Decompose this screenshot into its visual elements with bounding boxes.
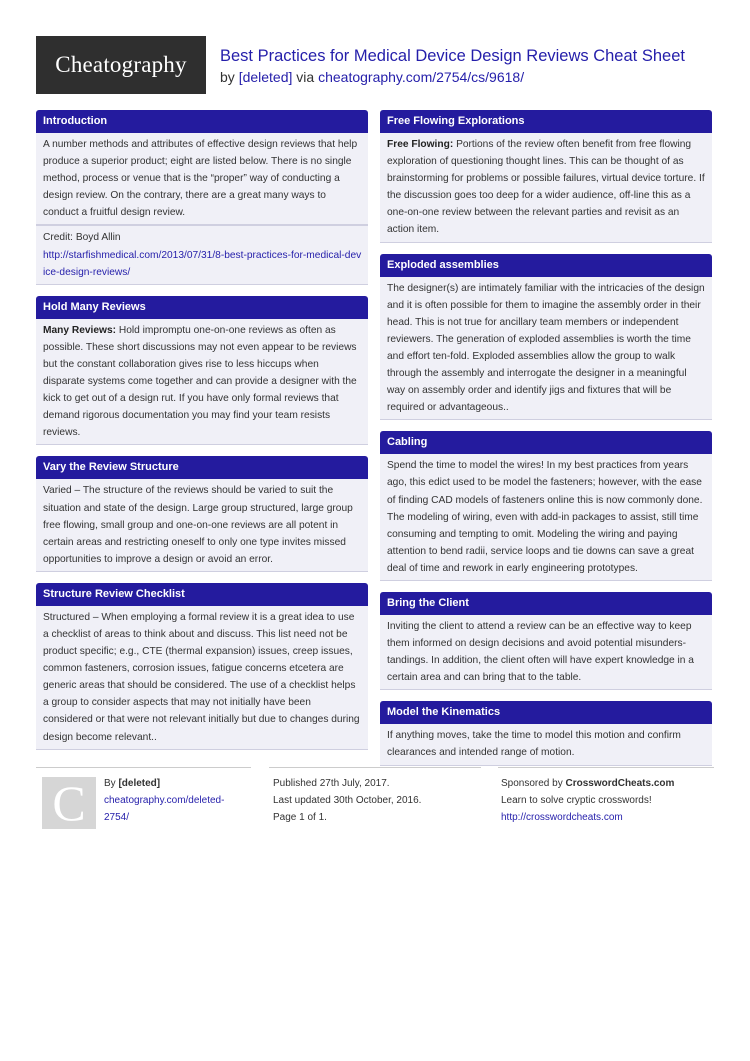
author-avatar: C <box>42 777 96 829</box>
card-title: Introduction <box>36 110 368 133</box>
author-link[interactable]: [deleted] <box>238 69 293 85</box>
card-credit <box>36 225 368 284</box>
card-body: A number methods and attributes of effective design reviews that help produce a superior product; eight are listed below. There is no single method, process or venue that is the “proper” way of conducting a design review. On the contrary, there are a great many ways to conduct a fruitful design review. <box>36 133 368 225</box>
published-date: Published 27th July, 2017. <box>273 778 390 789</box>
card-introduction <box>36 110 368 285</box>
card-title: Model the Kinematics <box>380 701 712 724</box>
card-body: Structured – When employing a formal review it is a great idea to use a checklist of areas to think about and discuss. This list need not be product specific; e.g., CTE (thermal expansion) issues, creep issues, common fasteners, corrosion issues, fatigue concerns etcetera are generic areas that should be considered. The use of a checklist helps a group to consider aspects that may not initially have been considered or that were not relevant initially but due to changes during design become relevant.. <box>36 606 368 750</box>
byline-via: via <box>296 69 315 85</box>
sponsor-link[interactable]: http://crosswordcheats.com <box>501 812 623 823</box>
sponsor-name: CrosswordCheats.com <box>565 778 675 789</box>
card-title: Hold Many Reviews <box>36 296 368 319</box>
footer-author <box>104 775 244 826</box>
byline-by: by <box>220 69 235 85</box>
byline <box>220 67 685 87</box>
footer-author-name: [deleted] <box>118 778 161 789</box>
card-title: Bring the Client <box>380 592 712 615</box>
card-title: Free Flowing Explorations <box>380 110 712 133</box>
sheet-url-link[interactable]: cheatography.com/2754/cs/9618/ <box>318 69 525 85</box>
card-body: If anything moves, take the time to model this motion and confirm clearances and intended range of motion. <box>380 724 712 765</box>
card-text: Hold impromptu one-on-one reviews as often as possible. These short discussions may not even appear to be reviews but the constant collaboration gives rise to less hiccups when disparate systems come together and can provide a designer with the kick to get out of a design rut. If you have only formal reviews that demand rigorous documentation you may find your team resists reviews. <box>43 324 357 439</box>
lead-term: Free Flowing: <box>387 139 454 150</box>
card-vary-review-structure <box>36 456 368 571</box>
sponsor-tagline: Learn to solve cryptic crosswords! <box>501 795 652 806</box>
card-model-the-kinematics <box>380 701 712 765</box>
right-column <box>380 110 712 777</box>
sponsor-line <box>501 775 714 792</box>
credit-text: Credit: Boyd Allin <box>43 232 121 244</box>
footer-sponsor <box>501 775 714 826</box>
card-body <box>380 133 712 243</box>
card-body: Inviting the client to attend a review can be an effective way to keep them informed on design decisions and avoid potential misunderstandings. In addition, the client often will have expert knowledge in a certain area and can bring that to the table. <box>380 615 712 690</box>
footer-by: By <box>104 778 116 789</box>
cheatography-logo[interactable]: Cheatography <box>36 36 206 94</box>
footer-dates <box>273 775 483 826</box>
updated-date: Last updated 30th October, 2016. <box>273 795 422 806</box>
footer-divider <box>269 767 481 768</box>
left-column <box>36 110 368 761</box>
card-bring-the-client <box>380 592 712 690</box>
card-cabling <box>380 431 712 581</box>
card-title: Structure Review Checklist <box>36 583 368 606</box>
card-title: Exploded assemblies <box>380 254 712 277</box>
card-structure-review-checklist <box>36 583 368 750</box>
lead-term: Many Reviews: <box>43 324 117 336</box>
card-hold-many-reviews <box>36 296 368 446</box>
footer-divider <box>498 767 714 768</box>
credit-link[interactable]: http://starfishmedical.com/2013/07/31/8-best-practices-for-medical-device-design-reviews/ <box>43 249 362 278</box>
card-text: Portions of the review often benefit from free flowing exploration of questioning thought lines. This can be thought of as brainstorming for problems or possible failures, virtual device torture. If the discussion goes too deep for a wider audience, off-line this as a one-on-one review between the relevant parties and revisit as an action item. <box>387 139 705 236</box>
card-body: The designer(s) are intimately familiar with the intricacies of the design and it is often possible for them to imagine the assembly order in their head. This is not true for ancillary team members or independent reviewers. The generation of exploded assemblies is worth the time and effort ten-fold. Exploded assemblies allow the group to walk through the assembly and interrogate the designer in a meaningful way on assembly order and identify jigs and fixtures that will be required or advantageous.. <box>380 277 712 421</box>
sponsored-by: Sponsored by <box>501 778 563 789</box>
card-exploded-assemblies <box>380 254 712 421</box>
card-body: Varied – The structure of the reviews should be varied to suit the situation and state of the design. Large group structured, large group free flowing, small group and one-on-one reviews are all potent in certain areas and restricting oneself to only one type invites missed opportunities to improve a design or avoid an error. <box>36 479 368 571</box>
card-free-flowing-explorations <box>380 110 712 243</box>
card-body: Spend the time to model the wires! In my best practices from years ago, this edict used to be model the fasteners; however, with the ease of finding CAD models of fasteners online this is now commonly done. The modeling of wiring, even with add-in packages to assist, still time consuming and tempting to omit. Modeling the wiring and paying attention to bend radii, service loops and tie downs can save a great deal of time and rework in early engineering prototypes. <box>380 454 712 581</box>
footer-author-link[interactable]: cheatography.com/deleted-2754/ <box>104 795 225 823</box>
page-count: Page 1 of 1. <box>273 812 327 823</box>
footer <box>36 767 714 837</box>
page-title: Best Practices for Medical Device Design Reviews Cheat Sheet <box>220 47 685 65</box>
footer-divider <box>36 767 251 768</box>
card-body <box>36 319 368 446</box>
card-title: Cabling <box>380 431 712 454</box>
card-title: Vary the Review Structure <box>36 456 368 479</box>
title-block <box>220 46 685 87</box>
